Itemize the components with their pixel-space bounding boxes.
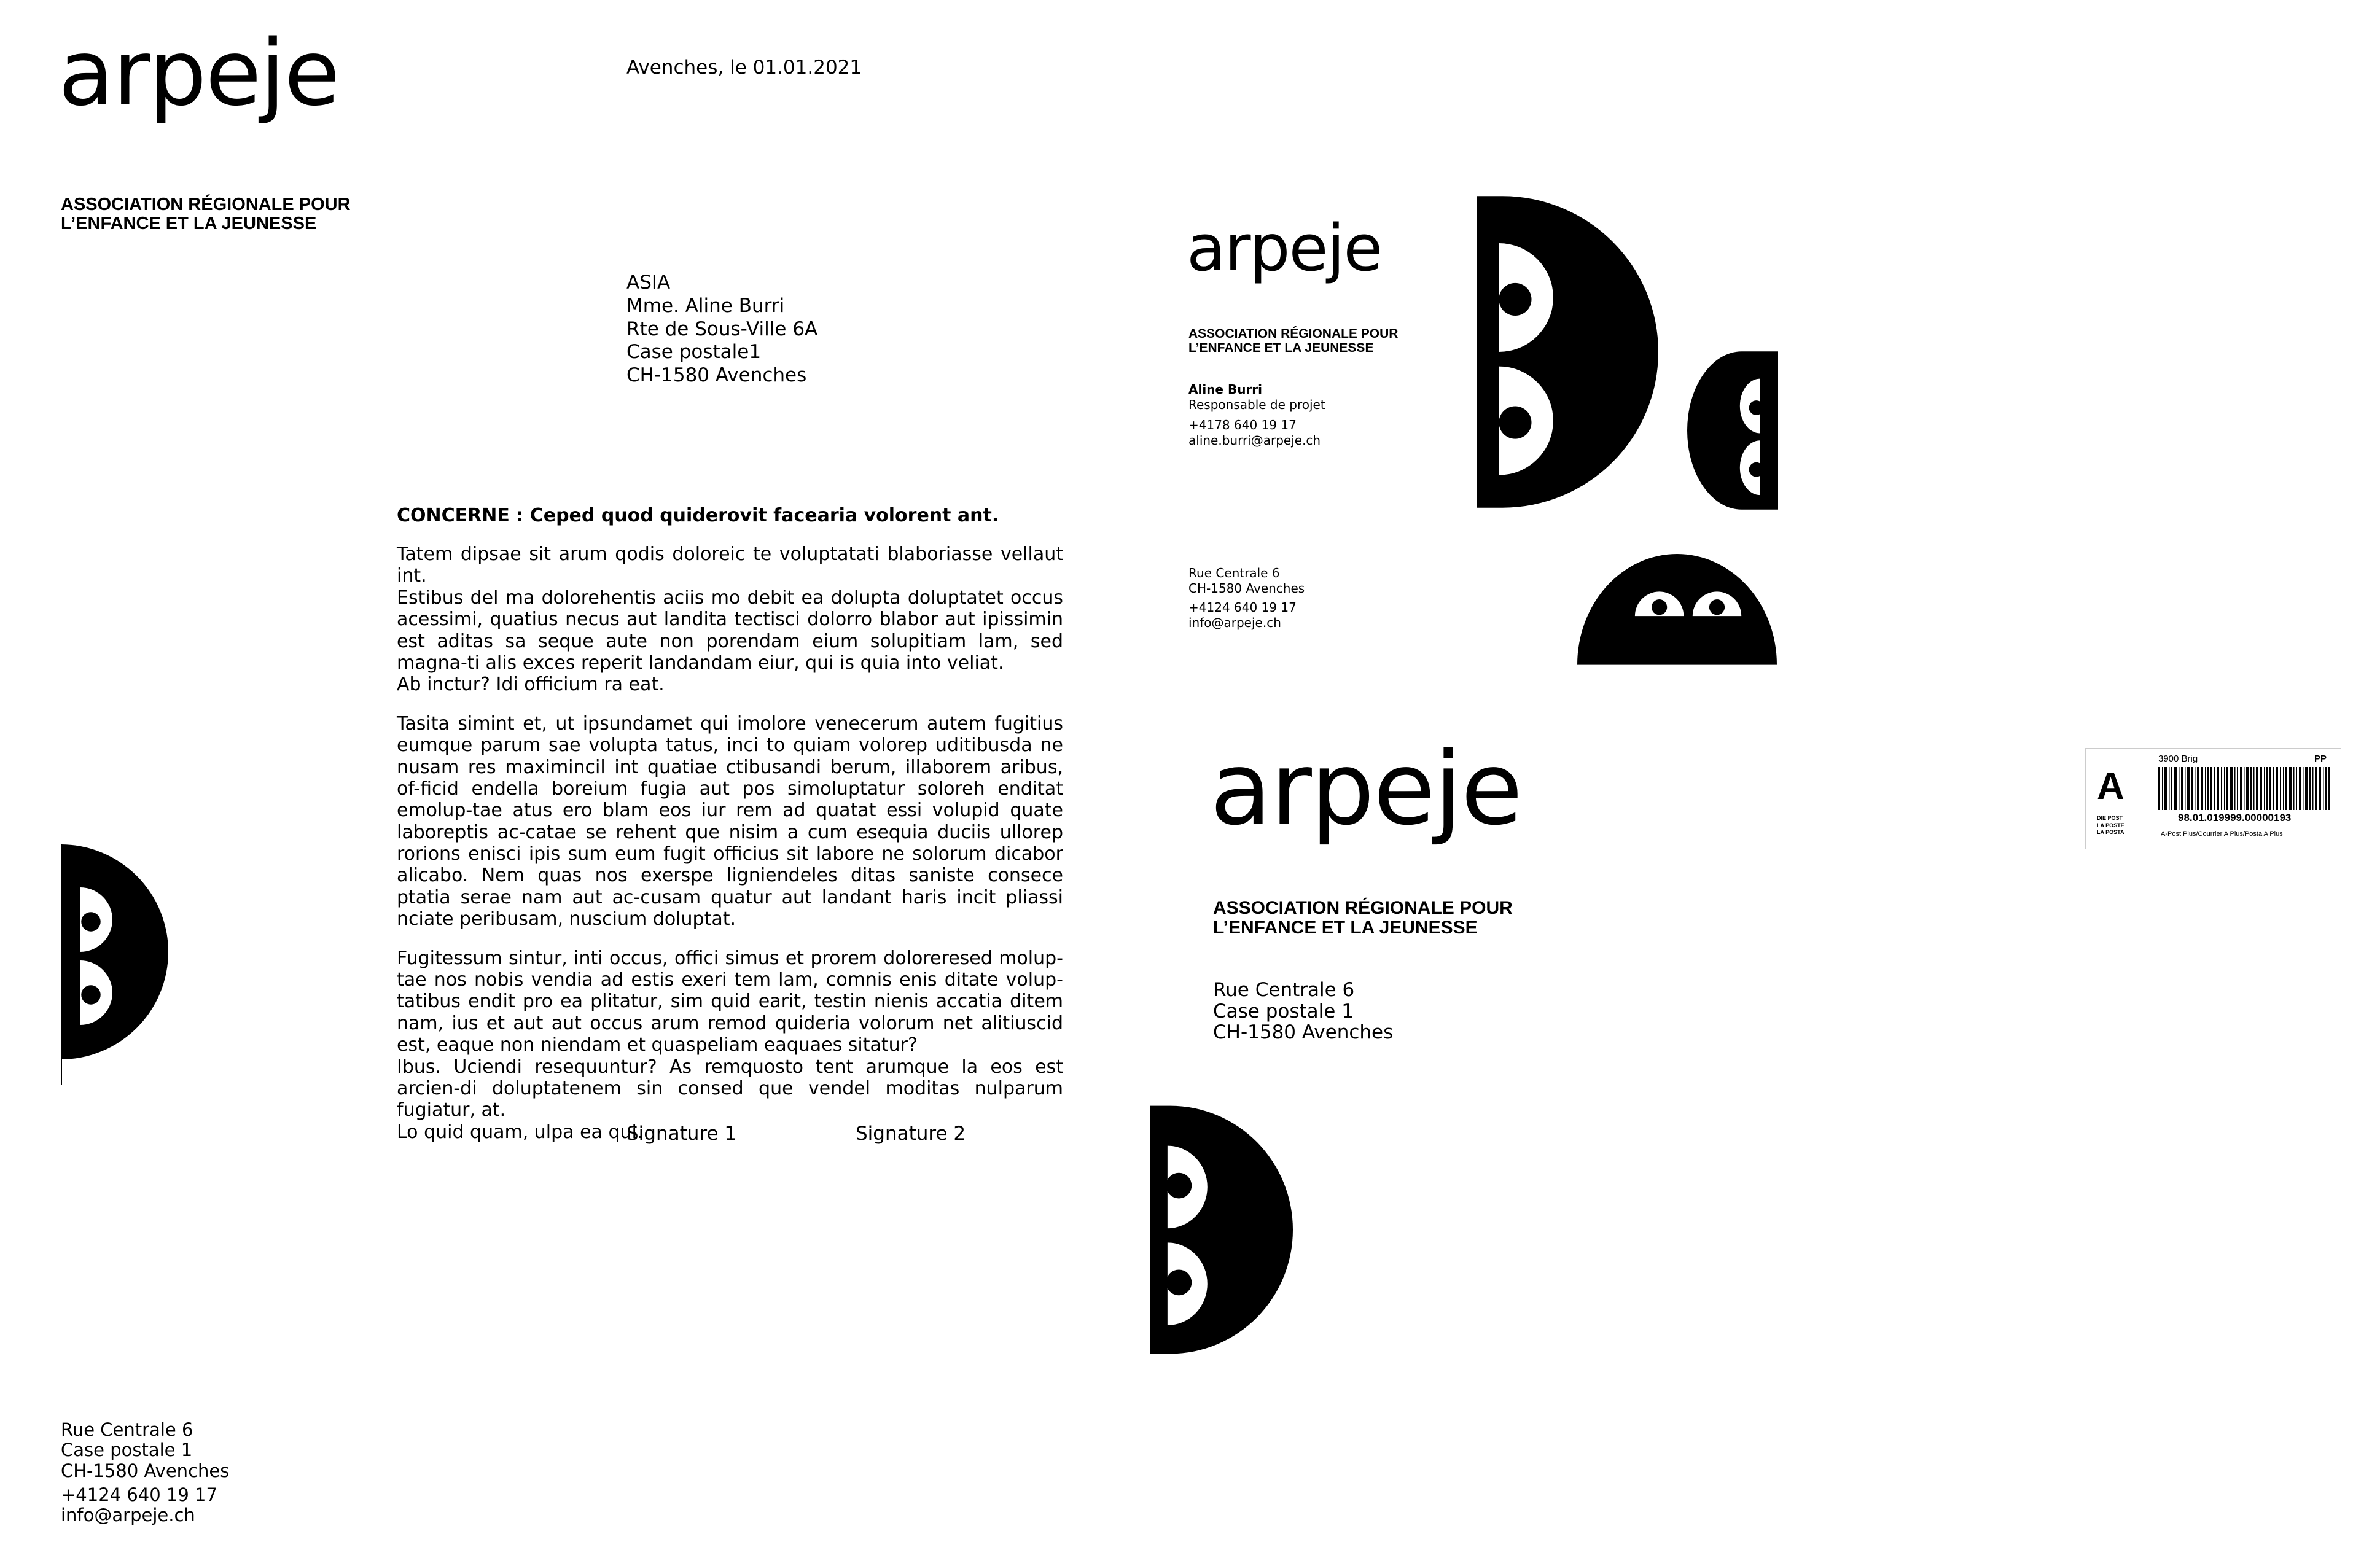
post-line: LA POSTA	[2097, 829, 2124, 836]
address-line: info@arpeje.ch	[1188, 615, 1281, 630]
address-line: Rue Centrale 6	[1188, 566, 1280, 580]
barcode-icon	[2158, 767, 2331, 810]
stamp-post-lines	[2097, 815, 2124, 836]
paragraph-1	[397, 543, 1063, 696]
org-line-2: L’ENFANCE ET LA JEUNESSE	[61, 214, 317, 234]
footer-line: CH-1580 Avenches	[61, 1460, 230, 1481]
envelope-logo: arpeje	[1210, 730, 1522, 847]
recipient-line: Case postale1	[626, 341, 762, 364]
stamp-pp: PP	[2314, 754, 2327, 764]
stamp-caption: A-Post Plus/Courrier A Plus/Posta A Plus	[2161, 830, 2283, 838]
recipient-line: ASIA	[626, 271, 671, 294]
card-contact	[1188, 382, 1325, 448]
address-line: +4124 640 19 17	[1188, 600, 1297, 615]
card-org-name	[1188, 327, 1398, 355]
org-line-1: ASSOCIATION RÉGIONALE POUR	[1213, 898, 1513, 918]
stamp-letter: A	[2097, 765, 2124, 808]
card-email: aline.burri@arpeje.ch	[1188, 433, 1321, 448]
org-line-1: ASSOCIATION RÉGIONALE POUR	[61, 195, 351, 214]
mascot-d-envelope-icon	[1150, 1105, 1293, 1354]
letter-footer	[61, 1420, 229, 1526]
card-role: Responsable de projet	[1188, 397, 1325, 412]
envelope-address	[1213, 980, 1393, 1043]
org-line-2: L’ENFANCE ET LA JEUNESSE	[1188, 340, 1374, 355]
card-person-name: Aline Burri	[1188, 382, 1263, 397]
footer-line: +4124 640 19 17	[61, 1484, 217, 1506]
card-phone: +4178 640 19 17	[1188, 418, 1297, 432]
postage-stamp	[2085, 748, 2341, 849]
card-address	[1188, 566, 1305, 631]
mascot-d-small-icon	[1687, 351, 1778, 510]
sentence: Ab inctur? Idi officium ra eat.	[397, 674, 665, 696]
sentence: Lo quid quam, ulpa ea qui.	[397, 1121, 643, 1143]
sentence: Tasita simint et, ut ipsundamet qui imolore venecerum autem fugitius eumque parum sae volupta tatus, inci to quiam volorep uditibusda ne nusam res maximincil int quatiae ctibusandi berum, illaborem aribus, of-ficid endella boreium fugia aut pos simoluptatur soloreh enditat emolup-tae atus ero blam eos iur rem ad quatat essi volupid quate laboreptis ac-catae se rehent que nisim a cum esequia duciis ullorep rorions enisci ipis sum eum fugit officius sit labore ne solorum dicabor alicabo. Nem quas nos exerspe ligniendeles ditas saniste consece ptatia serae nam aut ac-cusam quatur aut landant haris incit pliassi nciate peribusam, nuscium doluptat.	[397, 712, 1063, 930]
footer-line: Rue Centrale 6	[61, 1419, 193, 1440]
post-line: DIE POST	[2097, 815, 2123, 821]
post-line: LA POSTE	[2097, 822, 2124, 828]
envelope-org-name	[1213, 898, 1513, 938]
barcode-number: 98.01.019999.00000193	[2178, 812, 2292, 824]
stamp-location: 3900 Brig	[2158, 754, 2198, 764]
address-line: CH-1580 Avenches	[1188, 581, 1305, 596]
mascot-half-circle-icon	[1577, 551, 1777, 665]
paragraph-2	[397, 713, 1063, 930]
signature-1: Signature 1	[626, 1123, 737, 1145]
letter-subject: CONCERNE : Ceped quod quiderovit facearia volorent ant.	[397, 505, 999, 526]
recipient-line: Mme. Aline Burri	[626, 294, 785, 317]
org-line-2: L’ENFANCE ET LA JEUNESSE	[1213, 917, 1478, 938]
mascot-d-face-icon	[61, 844, 168, 1059]
letter-body	[397, 543, 1063, 1160]
footer-line: Case postale 1	[61, 1439, 193, 1461]
recipient-line: Rte de Sous-Ville 6A	[626, 317, 818, 340]
recipient-line: CH-1580 Avenches	[626, 364, 807, 387]
org-line-1: ASSOCIATION RÉGIONALE POUR	[1188, 327, 1399, 341]
footer-line: info@arpeje.ch	[61, 1505, 195, 1526]
letter-logo: arpeje	[58, 20, 339, 126]
signature-2: Signature 2	[856, 1123, 966, 1145]
paragraph-3	[397, 948, 1063, 1143]
letter-date: Avenches, le 01.01.2021	[626, 56, 862, 79]
card-logo: arpeje	[1187, 211, 1382, 286]
address-line: Rue Centrale 6	[1213, 979, 1355, 1001]
sentence: Fugitessum sintur, inti occus, offici simus et prorem doloreresed molup-tae nos nobis vendia ad estis exeri tem lam, comnis enis ditate volup-tatibus endit pro ea plitatur, sim quid earit, testin nienis accatia ditem nam, ius et aut aut occus arum remod quideria volorum net alitiuscid est, eaque non niendam et quaspeliam eaquaes sitatur?	[397, 947, 1063, 1056]
letter-org-name	[61, 195, 351, 234]
sentence: Ibus. Uciendi resequuntur? As remquosto tent arumque la eos est arcien-di doluptatenem sin consed que vendel moditas nulparum fugiatur, at.	[397, 1056, 1063, 1121]
address-line: CH-1580 Avenches	[1213, 1021, 1394, 1044]
sentence: Tatem dipsae sit arum qodis doloreic te voluptatati blaboriasse vellaut int.	[397, 543, 1063, 587]
address-line: Case postale 1	[1213, 1000, 1354, 1023]
sentence: Estibus del ma dolorehentis aciis mo debit ea dolupta doluptatet occus acessimi, quatius necus aut landita tectisci dolorro blabor aut ipissimin est aditas sa seque aute non porendam eium solupitiam lam, sed magna-ti alis exces reperit landandam eiur, qui is quia into veliat.	[397, 586, 1063, 674]
mascot-d-large-icon	[1477, 195, 1658, 508]
recipient-address	[626, 271, 817, 388]
